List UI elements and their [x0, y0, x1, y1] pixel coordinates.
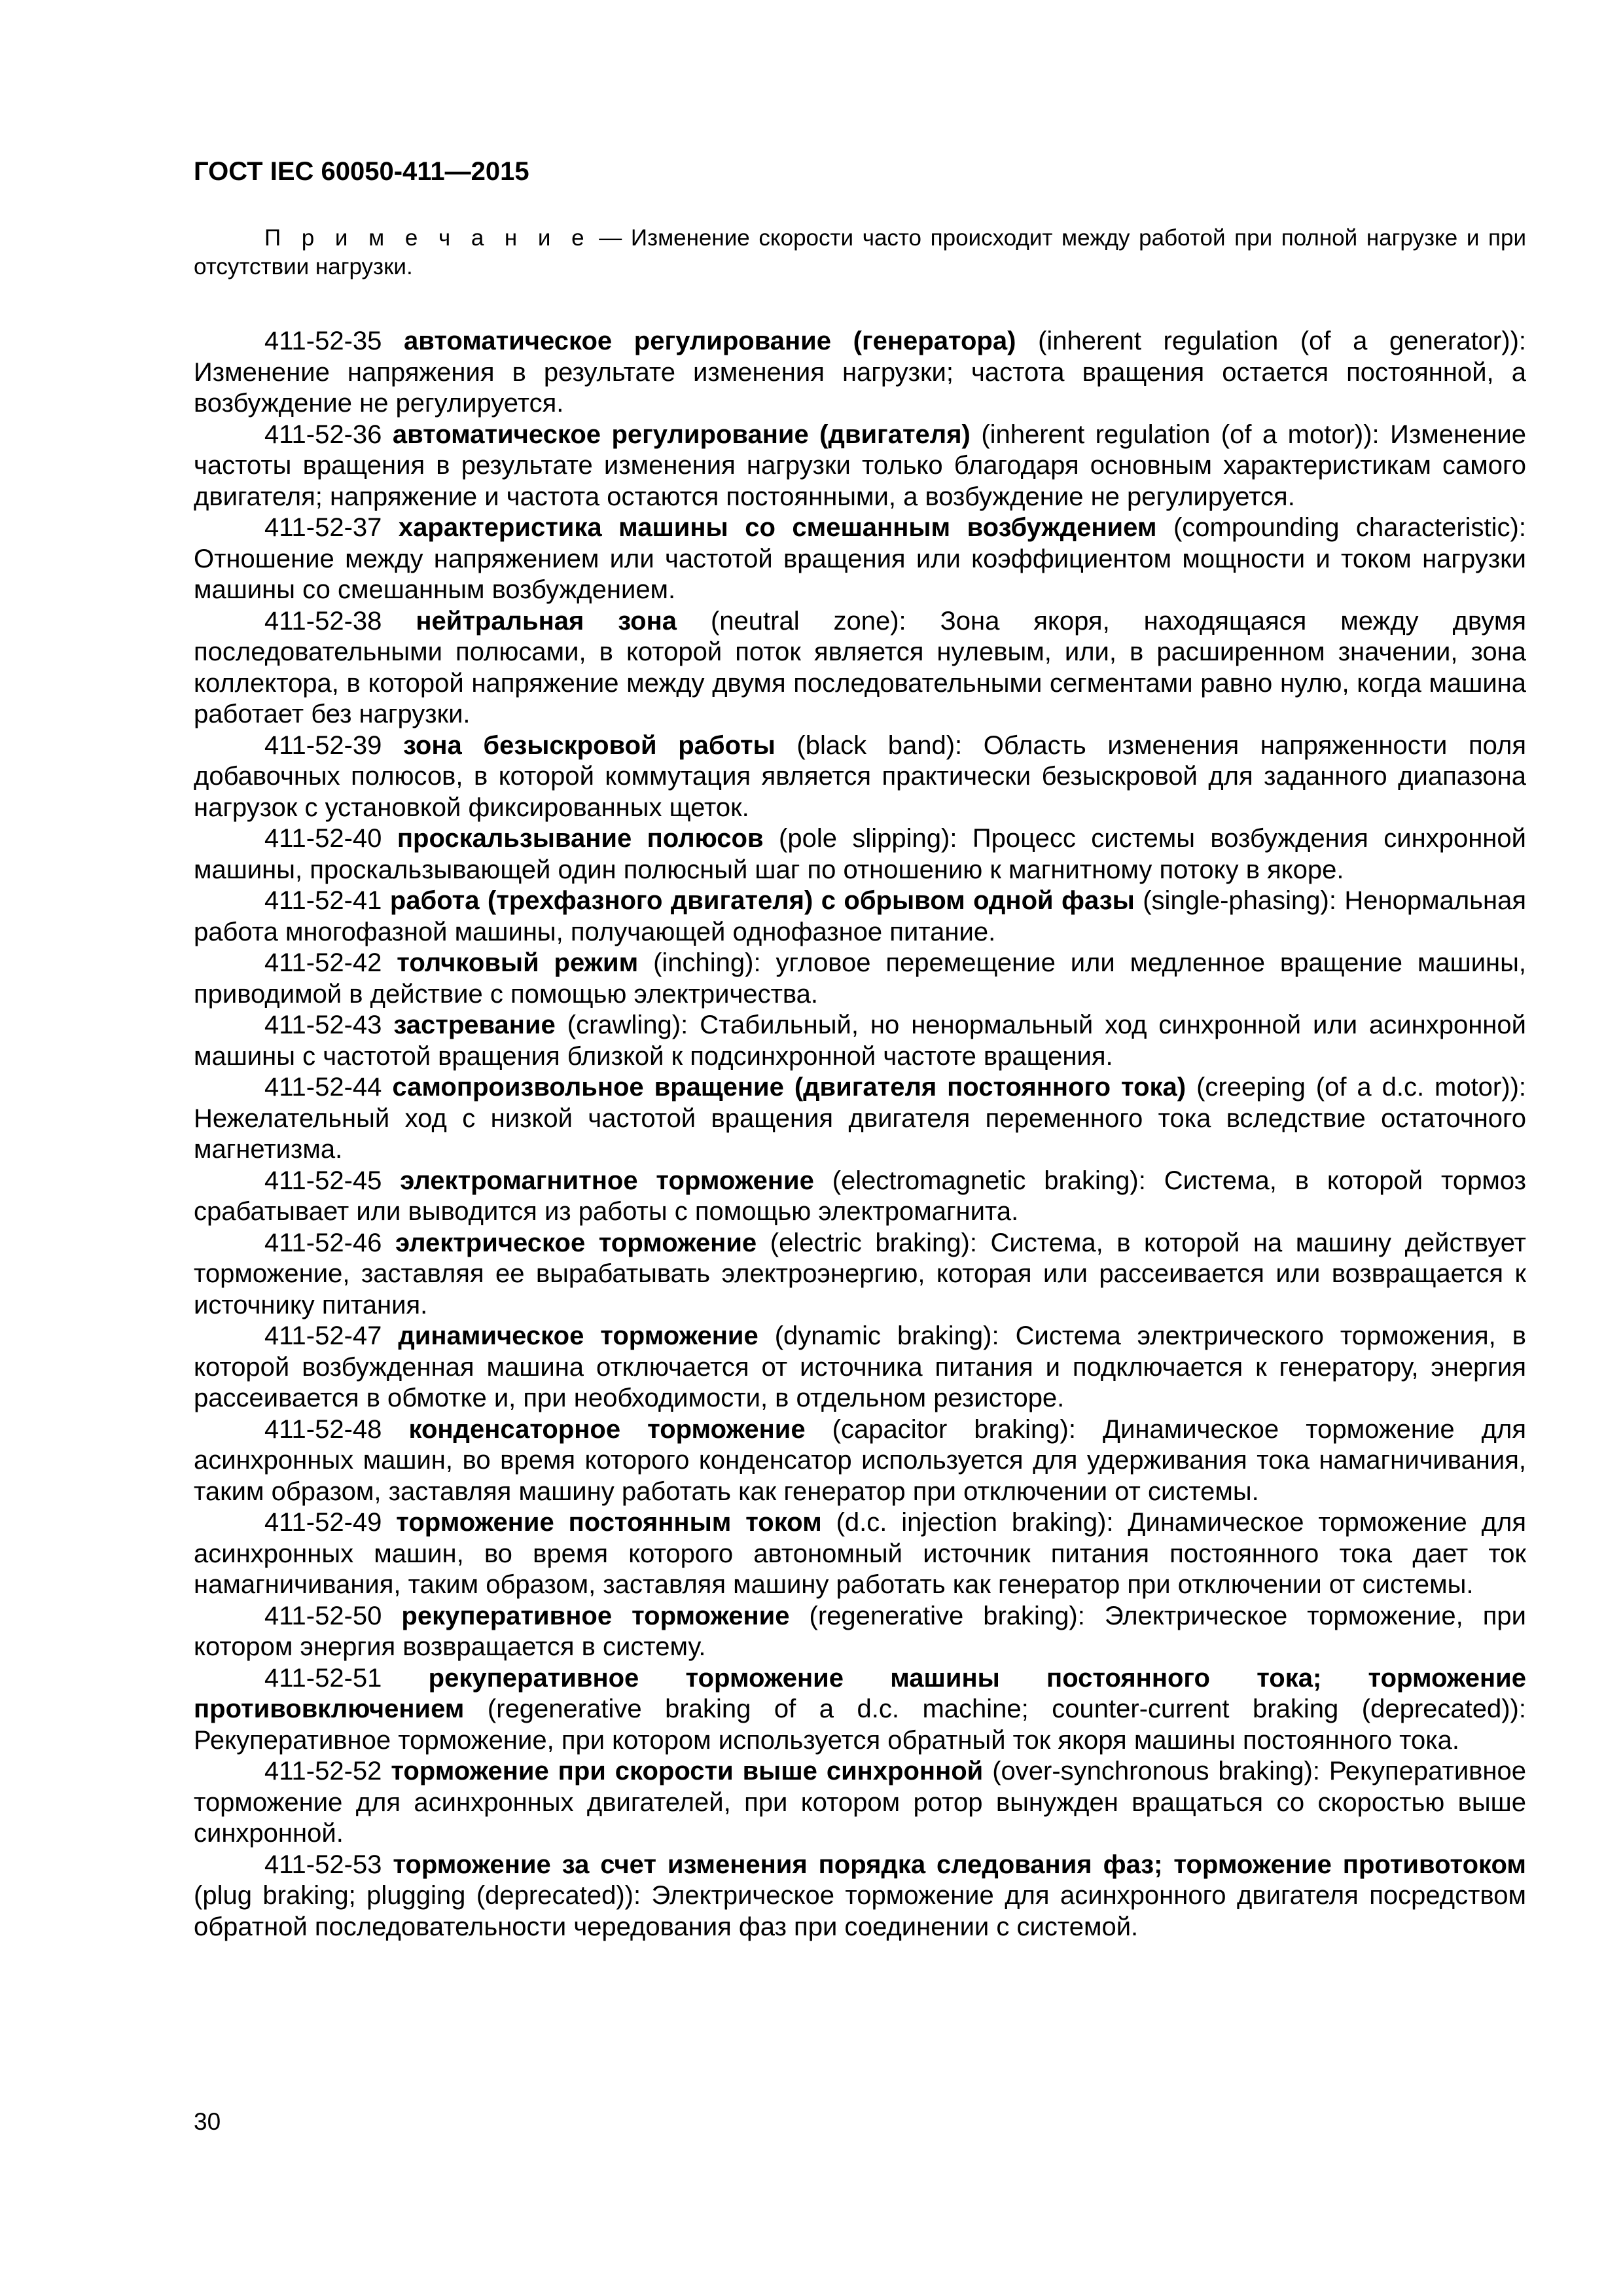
- term-definition: (crawling): Стабильный, но ненормальный ход синхронной или асинхронной машины с частотой вращения близкой к подсинхронной частоте вращения.: [194, 1011, 1526, 1071]
- term-definition: (inching): угловое перемещение или медленное вращение машины, приводимой в действие с помощью электричества.: [194, 948, 1526, 1009]
- term-name: динамическое торможение: [398, 1321, 758, 1350]
- note-text: Изменение скорости часто происходит между работой при полной нагрузке и при отсутствии нагрузки.: [194, 225, 1526, 279]
- term-number: 411-52-37: [264, 513, 382, 542]
- term-name: автоматическое регулирование (двигателя): [392, 420, 971, 449]
- term-definition: (electromagnetic braking): Система, в которой тормоз срабатывает или выводится из работы с помощью электромагнита.: [194, 1166, 1526, 1226]
- term-name: нейтральная зона: [416, 606, 677, 636]
- term-entry: [194, 1228, 1526, 1321]
- term-definition: (regenerative braking of a d.c. machine; counter-current braking (deprecated)): Рекуперативное торможение, при котором используется обратный ток якоря машины постоянного тока.: [194, 1695, 1526, 1755]
- term-entry: [194, 948, 1526, 1010]
- term-definition: (single-phasing): Ненормальная работа многофазной машины, получающей однофазное питание.: [194, 886, 1526, 946]
- term-name: работа (трехфазного двигателя) с обрывом одной фазы: [389, 886, 1135, 915]
- term-name: торможение при скорости выше синхронной: [391, 1757, 984, 1785]
- term-entry: [194, 1663, 1526, 1757]
- document-header: ГОСТ IEC 60050-411—2015: [194, 157, 529, 186]
- term-name: зона безыскровой работы: [403, 730, 776, 760]
- term-number: 411-52-45: [264, 1166, 382, 1195]
- term-name: застревание: [393, 1011, 556, 1039]
- term-entry: [194, 1321, 1526, 1414]
- note-paragraph: [194, 224, 1526, 281]
- term-name: самопроизвольное вращение (двигателя постоянного тока): [392, 1073, 1186, 1102]
- term-number: 411-52-48: [264, 1414, 382, 1444]
- term-number: 411-52-36: [264, 420, 382, 449]
- term-entry: [194, 823, 1526, 886]
- term-name: проскальзывание полюсов: [397, 824, 764, 853]
- term-name: электромагнитное торможение: [400, 1166, 814, 1195]
- term-number: 411-52-47: [264, 1321, 382, 1350]
- term-entry: [194, 326, 1526, 420]
- term-number: 411-52-50: [264, 1601, 382, 1630]
- term-name: толчковый режим: [397, 948, 639, 977]
- term-definition: (neutral zone): Зона якоря, находящаяся между двумя последовательными полюсами, в которой поток является нулевым, или, в расширенном значении, зона коллектора, в которой напряжение между двумя последовательными сегментами равно нулю, когда машина работает без нагрузки.: [194, 606, 1526, 728]
- term-number: 411-52-39: [264, 730, 382, 760]
- term-definition: (over-synchronous braking): Рекуперативное торможение для асинхронных двигателей, при котором ротор вынужден вращаться со скоростью выше синхронной.: [194, 1757, 1526, 1848]
- term-name: характеристика машины со смешанным возбуждением: [398, 513, 1157, 542]
- term-entries: [194, 326, 1526, 1943]
- term-entry: [194, 606, 1526, 730]
- term-entry: [194, 1072, 1526, 1166]
- term-entry: [194, 1601, 1526, 1663]
- term-number: 411-52-38: [264, 606, 382, 636]
- term-name: электрическое торможение: [395, 1228, 757, 1257]
- term-entry: [194, 1414, 1526, 1508]
- term-number: 411-52-53: [264, 1850, 382, 1879]
- term-number: 411-52-42: [264, 948, 382, 977]
- term-entry: [194, 1010, 1526, 1072]
- note-dash: —: [590, 225, 631, 251]
- page-number: 30: [194, 2108, 221, 2135]
- term-definition: (capacitor braking): Динамическое торможение для асинхронных машин, во время которого конденсатор используется для удерживания тока намагничивания, таким образом, заставляя машину работать как генератор при отключении от системы.: [194, 1414, 1526, 1506]
- term-entry: [194, 1756, 1526, 1850]
- term-number: 411-52-44: [264, 1073, 382, 1102]
- term-number: 411-52-43: [264, 1011, 382, 1039]
- term-entry: [194, 1166, 1526, 1228]
- term-definition: (compounding characteristic): Отношение между напряжением или частотой вращения или коэффициентом мощности и током нагрузки машины со смешанным возбуждением.: [194, 513, 1526, 604]
- term-entry: [194, 1507, 1526, 1601]
- note-label: П р и м е ч а н и е: [264, 225, 590, 251]
- term-name: торможение постоянным током: [396, 1508, 822, 1537]
- term-name: рекуперативное торможение машины постоянного тока; торможение противовключением: [194, 1663, 1526, 1723]
- term-name: рекуперативное торможение: [401, 1601, 790, 1630]
- term-entry: [194, 1850, 1526, 1943]
- term-name: конденсаторное торможение: [408, 1414, 806, 1444]
- term-name: торможение за счет изменения порядка следования фаз; торможение противотоком: [393, 1850, 1526, 1879]
- term-number: 411-52-49: [264, 1508, 382, 1537]
- term-number: 411-52-52: [264, 1757, 382, 1785]
- term-entry: [194, 730, 1526, 824]
- term-number: 411-52-35: [264, 327, 382, 355]
- term-definition: (electric braking): Система, в которой на машину действует торможение, заставляя ее вырабатывать электроэнергию, которая или рассеивается или возвращается к источнику питания.: [194, 1228, 1526, 1319]
- term-number: 411-52-41: [264, 886, 382, 915]
- term-definition: (regenerative braking): Электрическое торможение, при котором энергия возвращается в систему.: [194, 1601, 1526, 1661]
- term-number: 411-52-40: [264, 824, 382, 853]
- term-definition: (creeping (of a d.c. motor)): Нежелательный ход с низкой частотой вращения двигателя переменного тока вследствие остаточного магнетизма.: [194, 1073, 1527, 1164]
- term-definition: (black band): Область изменения напряженности поля добавочных полюсов, в которой коммутация является практически безыскровой для заданного диапазона нагрузок с установкой фиксированных щеток.: [194, 730, 1526, 822]
- term-entry: [194, 886, 1526, 948]
- term-definition: (pole slipping): Процесс системы возбуждения синхронной машины, проскальзывающей один полюсный шаг по отношению к магнитному потоку в якоре.: [194, 824, 1526, 884]
- term-definition: (inherent regulation (of a motor)): Изменение частоты вращения в результате изменения нагрузки только благодаря основным характеристикам самого двигателя; напряжение и частота остаются постоянными, а возбуждение не регулируется.: [194, 420, 1526, 511]
- term-definition: (d.c. injection braking): Динамическое торможение для асинхронных машин, во время которого автономный источник питания постоянного тока дает ток намагничивания, таким образом, заставляя машину работать как генератор при отключении от системы.: [194, 1508, 1526, 1599]
- term-definition: (inherent regulation (of a generator)): Изменение напряжения в результате изменения нагрузки; частота вращения остается постоянной, а возбуждение не регулируется.: [194, 327, 1526, 418]
- document-page: [194, 156, 1526, 1943]
- term-definition: (dynamic braking): Система электрического торможения, в которой возбужденная машина отключается от источника питания и подключается к генератору, энергия рассеивается в обмотке и, при необходимости, в отдельном резисторе.: [194, 1321, 1526, 1412]
- term-number: 411-52-46: [264, 1228, 382, 1257]
- term-definition: (plug braking; plugging (deprecated)): Электрическое торможение для асинхронного двигателя посредством обратной последовательности чередования фаз при соединении с системой.: [194, 1881, 1526, 1941]
- term-number: 411-52-51: [264, 1663, 382, 1693]
- term-entry: [194, 512, 1526, 606]
- term-entry: [194, 420, 1526, 513]
- term-name: автоматическое регулирование (генератора): [404, 327, 1016, 355]
